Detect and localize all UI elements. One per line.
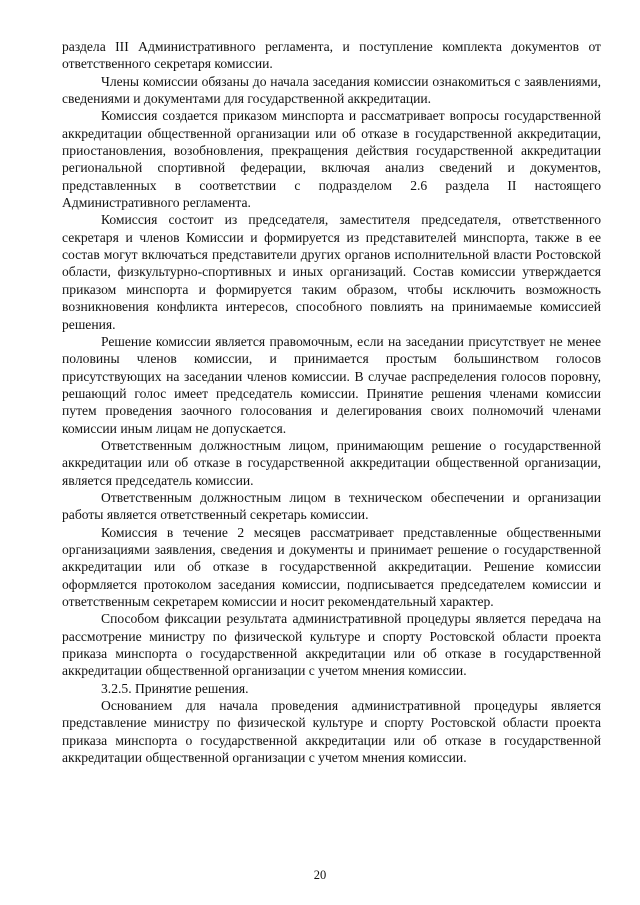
document-body [62,38,601,766]
paragraph-6: Ответственным должностным лицом, принимающим решение о государственной аккредитации или об отказе в государственной аккредитации общественной организации, является председатель комиссии. [62,437,601,488]
section-heading-3-2-5: 3.2.5. Принятие решения. [101,680,249,696]
paragraph-3: Комиссия создается приказом минспорта и рассматривает вопросы государственной аккредитации общественной организации или об отказе в государственной аккредитации, приостановления, возобновления, прекращения действия государственной аккредитации региональной спортивной федерации, включая анализ сведений и документов, представленных в соответствии с подразделом 2.6 раздела II настоящего Административного регламента. [62,108,601,211]
paragraph-4: Комиссия состоит из председателя, заместителя председателя, ответственного секретаря и членов Комиссии и формируется из представителей минспорта, также в ее состав могут включаться представители других органов исполнительной власти Ростовской области, физкультурно-спортивных и иных организаций. Состав комиссии утверждается приказом минспорта и формируется таким образом, чтобы исключить возможность возникновения конфликта интересов, способного повлиять на принимаемые комиссией решения. [62,212,601,332]
paragraph-2: Члены комиссии обязаны до начала заседания комиссии ознакомиться с заявлениями, сведениями и документами для государственной аккредитации. [62,73,601,107]
paragraph-11: Основанием для начала проведения административной процедуры является представление министру по физической культуре и спорту Ростовской области проекта приказа минспорта о государственной аккредитации или об отказе в государственной аккредитации общественной организации с учетом мнения комиссии. [62,698,601,766]
paragraph-7: Ответственным должностным лицом в техническом обеспечении и организации работы является ответственный секретарь комиссии. [62,489,601,523]
paragraph-5: Решение комиссии является правомочным, если на заседании присутствует не менее половины членов комиссии, и принимается простым большинством голосов присутствующих на заседании членов комиссии. В случае распределения голосов поровну, решающий голос имеет председатель комиссии. Принятие решения членами комиссии путем проведения заочного голосования и делегирования своих полномочий членами комиссии иным лицам не допускается. [62,333,601,436]
page-number: 20 [313,868,327,882]
paragraph-8: Комиссия в течение 2 месяцев рассматривает представленные общественными организациями заявления, сведения и документы и принимает решение о государственной аккредитации или об отказе в государственной аккредитации. Решение комиссии оформляется протоколом заседания комиссии, подписывается председателем комиссии и ответственным секретарем комиссии и носит рекомендательный характер. [62,524,601,609]
paragraph-9: Способом фиксации результата административной процедуры является передача на рассмотрение министру по физической культуре и спорту Ростовской области проекта приказа минспорта о государственной аккредитации или об отказе в государственной аккредитации общественной организации с учетом мнения комиссии. [62,611,601,679]
paragraph-1: раздела III Административного регламента, и поступление комплекта документов от ответственного секретаря комиссии. [62,39,601,72]
